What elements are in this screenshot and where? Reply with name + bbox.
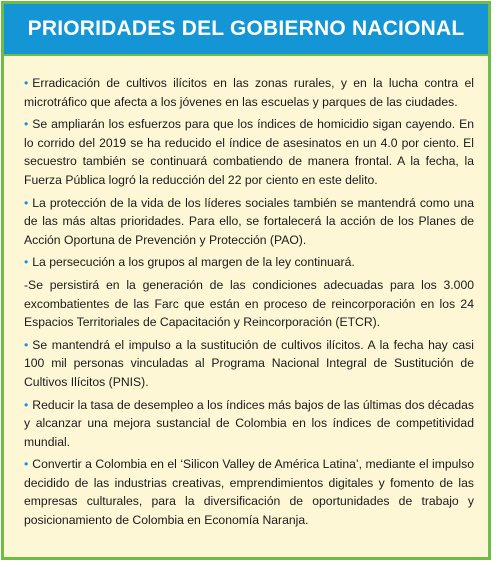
bullet-icon: • [24,117,29,132]
priorities-list [24,74,474,534]
list-item-text: Reducir la tasa de desempleo a los índices más bajos de las últimas dos décadas y alcanzar una mejora sustancial de Colombia en los índices de competitividad mundial. [24,397,474,449]
list-item-text: Se ampliarán los esfuerzos para que los índices de homicidio sigan cayendo. En lo corrido del 2019 se ha reducido el índice de asesinatos en un 4.0 por ciento. El secuestro también se continuará combatiendo de manera frontal. A la fecha, la Fuerza Pública logró la reducción del 22 por ciento en este delito. [24,117,474,187]
bullet-icon: • [24,76,29,90]
list-item [24,194,474,250]
list-item [24,115,474,189]
list-item-text: Erradicación de cultivos ilícitos en las zonas rurales, y en la lucha contra el microtráfico que afecta a los jóvenes en las escuelas y parques de las ciudades. [24,76,474,109]
priorities-card [1,1,491,560]
bullet-icon: • [24,457,29,472]
list-item-text: Convertir a Colombia en el ‘Silicon Valley de América Latina’, mediante el impulso decidido de las industrias creativas, emprendimientos digitales y fomento de las empresas culturales, para la diversificación de oportunidades de trabajo y posicionamiento de Colombia en Economía Naranja. [24,457,474,528]
list-item [24,336,474,392]
list-item-text: -Se persistirá en la generación de las condiciones adecuadas para los 3.000 excombatientes de las Farc que están en proceso de reincorporación en los 24 Espacios Territoriales de Capacitación y Reincorporación (ETCR). [24,277,474,330]
list-item [24,74,474,111]
page-title: PRIORIDADES DEL GOBIERNO NACIONAL [27,17,465,40]
list-item [24,455,474,529]
list-item [24,396,474,452]
list-item [24,253,474,272]
list-item-text: La persecución a los grupos al margen de la ley continuará. [32,255,355,270]
bullet-icon: • [24,337,29,352]
list-item-text: La protección de la vida de los líderes sociales también se mantendrá como una de las más altas prioridades. Para ello, se fortalecerá la acción de los Planes de Acción Oportuna de Prevención y Protección (PAO). [24,195,474,247]
list-item-text: Se mantendrá el impulso a la sustitución de cultivos ilícitos. A la fecha hay casi 100 mil personas vinculadas al Programa Nacional Integral de Sustitución de Cultivos Ilícitos (PNIS). [24,337,474,389]
bullet-icon: • [24,255,29,270]
header-bar [4,4,488,56]
list-item [24,276,474,332]
bullet-icon: • [24,397,29,412]
bullet-icon: • [24,195,29,210]
